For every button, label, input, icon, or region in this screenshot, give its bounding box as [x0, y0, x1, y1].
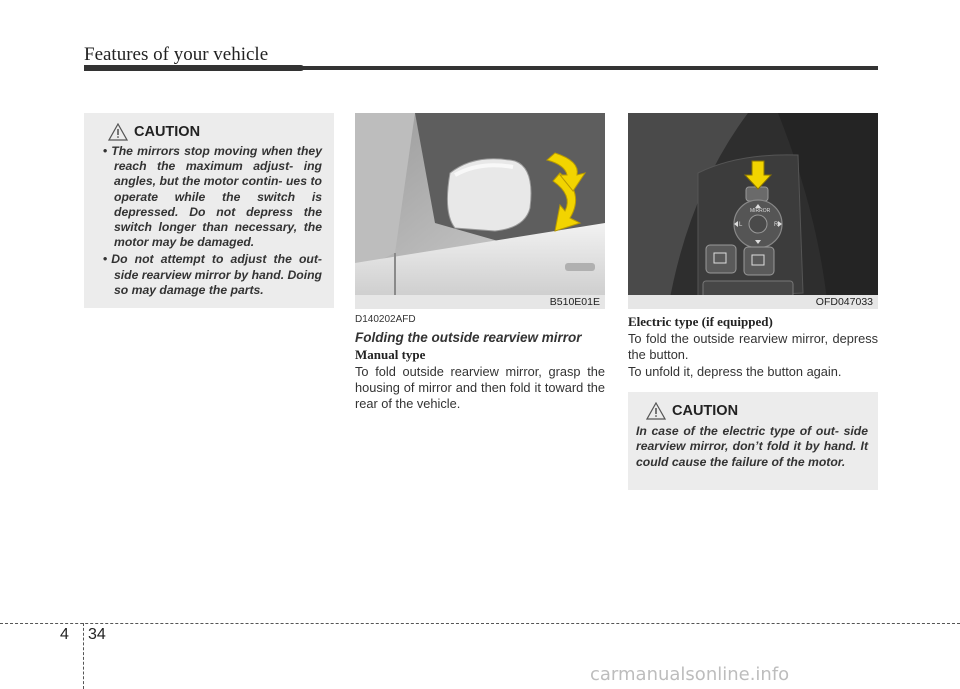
caution-item: • The mirrors stop moving when they reach the maximum adjust- ing angles, but the motor contin- ues to operate while the switch is depressed. Do not depress the switch longer than necessary, the motor may be damaged.: [102, 144, 322, 250]
caution-text: In case of the electric type of out- side rearview mirror, don’t fold it by hand. It could cause the failure of the motor.: [636, 424, 868, 469]
caution-head: [646, 402, 868, 420]
door-switch-illustration: [628, 113, 878, 309]
caution-item: • Do not attempt to adjust the out- side rearview mirror by hand. Doing so may damage the parts.: [102, 252, 322, 298]
watermark: carmanualsonline.info: [590, 664, 790, 685]
photo-code: B510E01E: [549, 296, 600, 308]
caution-head: [108, 123, 322, 141]
caution-box-right: [628, 392, 878, 490]
caution-title: CAUTION: [672, 403, 739, 419]
caution-title: CAUTION: [134, 124, 201, 140]
electric-type-heading: Electric type (if equipped): [628, 314, 773, 329]
caution-box-left: [84, 113, 334, 308]
warning-triangle-icon: [108, 123, 128, 141]
switch-photo: [628, 113, 878, 309]
caution-list: [102, 144, 322, 298]
section-code: D140202AFD: [355, 314, 416, 325]
warning-triangle-icon: [646, 402, 666, 420]
footer-rule: [0, 623, 960, 624]
switch-label-mirror: MIRROR: [750, 208, 771, 214]
header-rule: [84, 66, 878, 70]
section-title: Folding the outside rearview mirror: [355, 330, 582, 345]
manual-type-heading: Manual type: [355, 347, 426, 362]
chapter-number: 4: [60, 626, 69, 643]
electric-type-body-2: To unfold it, depress the button again.: [628, 364, 842, 379]
header-title: Features of your vehicle: [84, 44, 269, 65]
outside-mirror-illustration: [355, 113, 605, 309]
page-number: 34: [88, 626, 106, 643]
switch-label-right: R: [774, 222, 779, 228]
mirror-photo: [355, 113, 605, 309]
photo-code: OFD047033: [815, 296, 873, 308]
switch-label-left: L: [739, 222, 743, 228]
footer-divider: [83, 623, 84, 689]
electric-type-body: To fold the outside rearview mirror, depress the button.: [628, 331, 878, 362]
manual-type-body: To fold outside rearview mirror, grasp the housing of mirror and then fold it toward the rear of the vehicle.: [355, 364, 605, 411]
